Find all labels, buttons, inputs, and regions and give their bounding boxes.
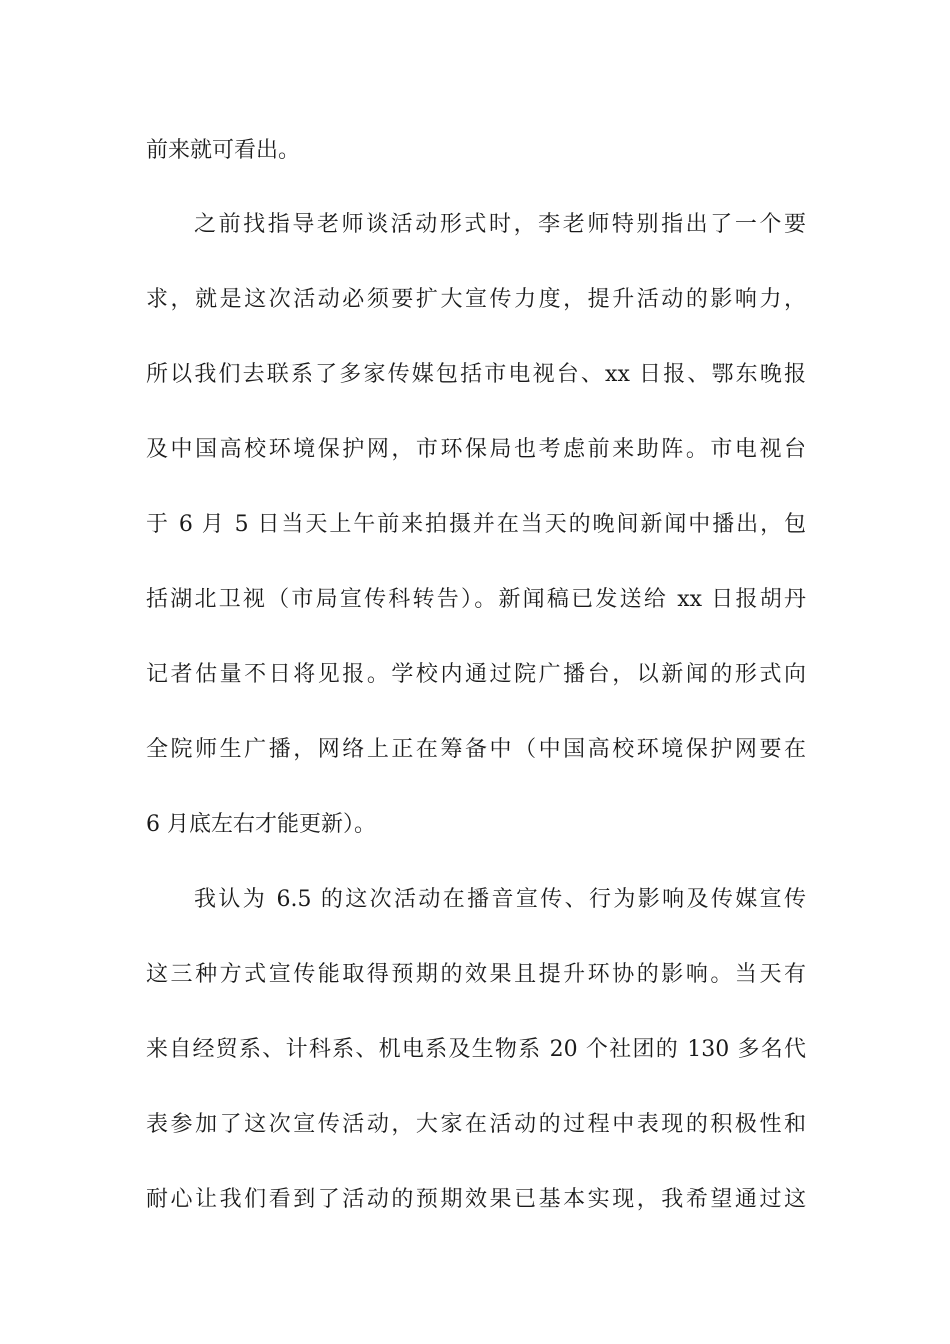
paragraph-line: 全院师生广播，网络上正在筹备中（中国高校环境保护网要在 (146, 737, 806, 762)
paragraph-line: 我认为 6.5 的这次活动在播音宣传、行为影响及传媒宣传 (194, 887, 806, 912)
paragraph-line: 耐心让我们看到了活动的预期效果已基本实现，我希望通过这 (146, 1187, 806, 1212)
paragraph-line: 前来就可看出。 (146, 138, 301, 163)
paragraph-line: 记者估量不日将见报。学校内通过院广播台，以新闻的形式向 (146, 662, 806, 687)
paragraph-line: 及中国高校环境保护网，市环保局也考虑前来助阵。市电视台 (146, 437, 806, 462)
paragraph-line: 6 月底左右才能更新）。 (146, 812, 376, 837)
paragraph-line: 来自经贸系、计科系、机电系及生物系 20 个社团的 130 多名代 (146, 1037, 806, 1062)
paragraph-line: 于 6 月 5 日当天上午前来拍摄并在当天的晚间新闻中播出，包 (146, 512, 806, 537)
paragraph-line: 表参加了这次宣传活动，大家在活动的过程中表现的积极性和 (146, 1112, 806, 1137)
paragraph-line: 求，就是这次活动必须要扩大宣传力度，提升活动的影响力， (146, 287, 806, 312)
paragraph-line: 所以我们去联系了多家传媒包括市电视台、xx 日报、鄂东晚报 (146, 362, 806, 387)
paragraph-line: 这三种方式宣传能取得预期的效果且提升环协的影响。当天有 (146, 962, 806, 987)
paragraph-line: 之前找指导老师谈活动形式时，李老师特别指出了一个要 (194, 212, 806, 237)
paragraph-line: 括湖北卫视（市局宣传科转告）。新闻稿已发送给 xx 日报胡丹 (146, 587, 806, 612)
